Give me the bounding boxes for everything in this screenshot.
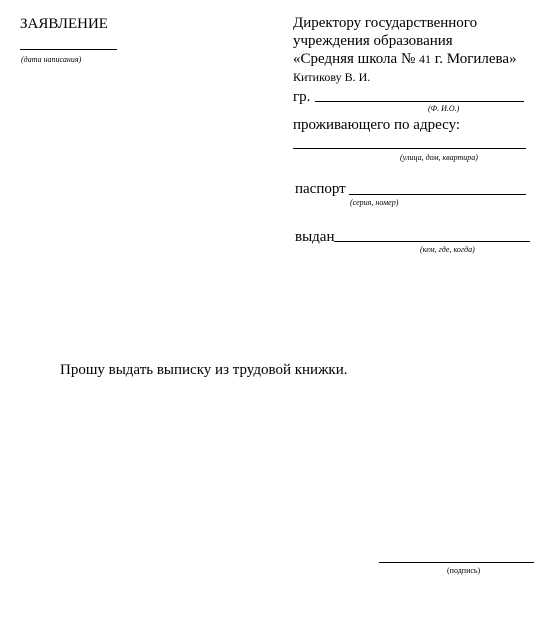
fio-line <box>315 101 524 102</box>
address-hint: (улица, дом, квартира) <box>400 153 478 162</box>
request-text: Прошу выдать выписку из трудовой книжки. <box>60 362 348 378</box>
date-hint: (дата написания) <box>21 55 82 64</box>
gr-label: гр. <box>293 89 311 105</box>
signature-hint: (подпись) <box>447 566 481 575</box>
document-title: ЗАЯВЛЕНИЕ <box>20 16 108 32</box>
passport-hint: (серия, номер) <box>350 198 399 207</box>
school-name-prefix: «Средняя школа № <box>293 51 416 67</box>
signature-line <box>379 562 534 563</box>
issued-hint: (кем, где, когда) <box>420 245 475 254</box>
addressee-line-1: Директору государственного <box>293 15 478 31</box>
addressee-line-2: учреждения образования <box>293 33 453 49</box>
addressee-director-name: Китикову В. И. <box>293 70 371 84</box>
address-line <box>293 148 526 149</box>
passport-line <box>349 194 526 195</box>
addressee-line-3 <box>293 51 517 68</box>
issued-line <box>334 241 530 242</box>
school-number: 41 <box>419 52 432 66</box>
date-line <box>20 49 117 50</box>
address-label: проживающего по адресу: <box>293 117 461 133</box>
school-name-suffix: г. Могилева» <box>434 51 517 67</box>
issued-label: выдан <box>295 229 335 245</box>
fio-hint: (Ф. И.О.) <box>428 104 460 113</box>
passport-label: паспорт <box>295 181 346 197</box>
